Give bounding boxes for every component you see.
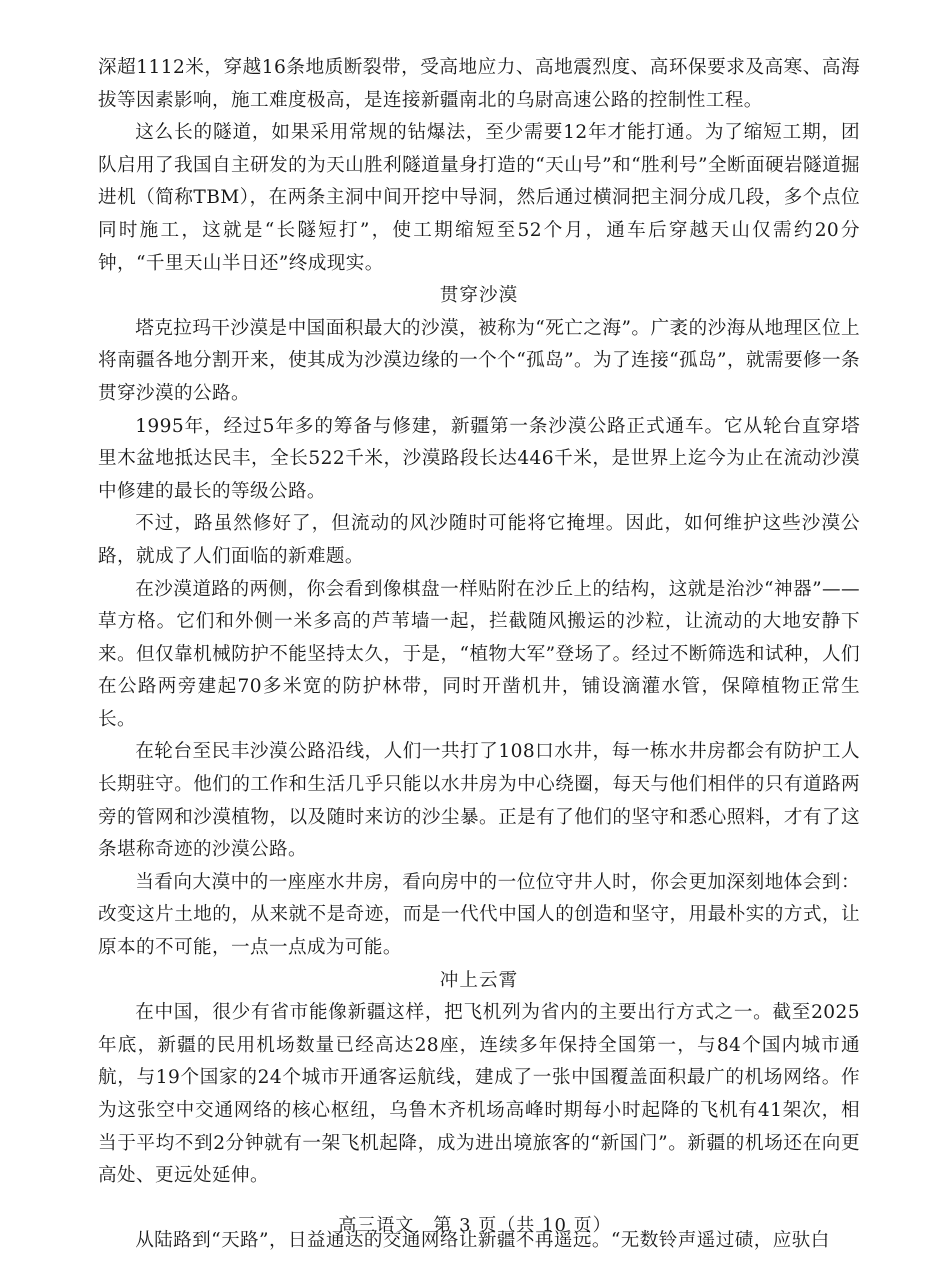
paragraph-well-keepers: 当看向大漠中的一座座水井房，看向房中的一位位守井人时，你会更加深刻地体会到：改变这片土地的，从来就不是奇迹，而是一代代中国人的创造和坚守，用最朴实的方式，让原本的不可能，一点一点成为可能。 — [98, 871, 860, 959]
paragraph-desert-road-1995: 1995年，经过5年多的筹备与修建，新疆第一条沙漠公路正式通车。它从轮台直穿塔里木盆地抵达民丰，全长522千米，沙漠路段长达446千米，是世界上迄今为止在流动沙漠中修建的最长的等级公路。 — [98, 415, 860, 502]
paragraph-tunnel-intro: 深超1112米，穿越16条地质断裂带，受高地应力、高地震烈度、高环保要求及高寒、高海拔等因素影响，施工难度极高，是连接新疆南北的乌尉高速公路的控制性工程。 — [98, 57, 860, 111]
page-footer: 高三语文 第 3 页（共 10 页） — [338, 1215, 612, 1236]
paragraph-maintenance-problem: 不过，路虽然修好了，但流动的风沙随时可能将它掩埋。因此，如何维护这些沙漠公路，就成了人们面临的新难题。 — [98, 513, 860, 567]
paragraph-conclusion: 从陆路到“天路”，日益通达的交通网络让新疆不再遥远。“无数铃声遥过碛，应驮白 — [135, 1229, 830, 1251]
section-heading-sky: 冲上云霄 — [439, 969, 519, 991]
paragraph-water-wells: 在轮台至民丰沙漠公路沿线，人们一共打了108口水井，每一栋水井房都会有防护工人长期驻守。他们的工作和生活几乎只能以水井房为中心绕圈，每天与他们相伴的只有道路两旁的管网和沙漠植物，以及随时来访的沙尘暴。正是有了他们的坚守和悉心照料，才有了这条堪称奇迹的沙漠公路。 — [98, 741, 860, 861]
paragraph-airports: 在中国，很少有省市能像新疆这样，把飞机列为省内的主要出行方式之一。截至2025年底，新疆的民用机场数量已经高达28座，连续多年保持全国第一，与84个国内城市通航，与19个国家的24个城市开通客运航线，建成了一张中国覆盖面积最广的机场网络。作为这张空中交通网络的核心枢纽，乌鲁木齐机场高峰时期每小时起降的飞机有41架次，相当于平均不到2分钟就有一架飞机起降，成为进出境旅客的“新国门”。新疆的机场还在向更高处、更远处延伸。 — [98, 1002, 860, 1187]
section-heading-desert: 贯穿沙漠 — [439, 285, 519, 307]
paragraph-tbm: 这么长的隧道，如果采用常规的钻爆法，至少需要12年才能打通。为了缩短工期，团队启用了我国自主研发的为天山胜利隧道量身打造的“天山号”和“胜利号”全断面硬岩隧道掘进机（简称TBM），在两条主洞中间开挖中导洞，然后通过横洞把主洞分成几段，多个点位同时施工，这就是“长隧短打”，使工期缩短至52个月，通车后穿越天山仅需约20分钟，“千里天山半日还”终成现实。 — [98, 122, 860, 274]
paragraph-straw-checkerboard: 在沙漠道路的两侧，你会看到像棋盘一样贴附在沙丘上的结构，这就是治沙“神器”——草方格。它们和外侧一米多高的芦苇墙一起，拦截随风搬运的沙粒，让流动的大地安静下来。但仅靠机械防护不能坚持太久，于是，“植物大军”登场了。经过不断筛选和试种，人们在公路两旁建起70多米宽的防护林带，同时开凿机井，铺设滴灌水管，保障植物正常生长。 — [98, 578, 860, 730]
document-body — [98, 52, 860, 1257]
paragraph-taklamakan: 塔克拉玛干沙漠是中国面积最大的沙漠，被称为“死亡之海”。广袤的沙海从地理区位上将南疆各地分割开来，使其成为沙漠边缘的一个个“孤岛”。为了连接“孤岛”，就需要修一条贯穿沙漠的公路。 — [98, 317, 860, 404]
